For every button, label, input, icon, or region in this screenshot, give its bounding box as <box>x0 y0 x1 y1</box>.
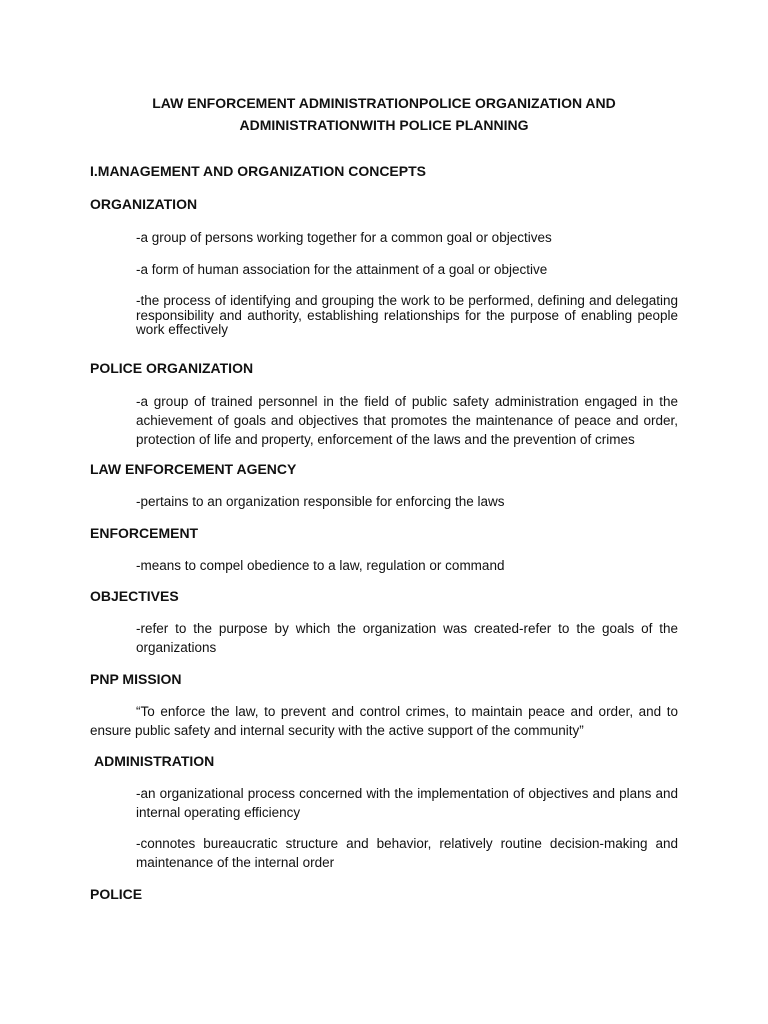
organization-definition-3: -the process of identifying and grouping the work to be performed, defining and delegating responsibility and authority, establishing relationships for the purpose of enabling people work effectively <box>136 293 678 337</box>
section-heading: I.MANAGEMENT AND ORGANIZATION CONCEPTS <box>90 163 426 179</box>
objectives-definition: -refer to the purpose by which the organization was created-refer to the goals of the organizations <box>136 621 678 655</box>
heading-pnp-mission: PNP MISSION <box>90 671 182 687</box>
heading-organization: ORGANIZATION <box>90 196 198 212</box>
heading-enforcement: ENFORCEMENT <box>90 525 199 541</box>
pnp-mission-text: “To enforce the law, to prevent and control crimes, to maintain peace and order, and to ensure public safety and internal security with the active support of the community” <box>90 704 678 738</box>
police-organization-definition: -a group of trained personnel in the field of public safety administration engaged in the achievement of goals and objectives that promotes the maintenance of peace and order, protection of life and property, enforcement of the laws and the prevention of crimes <box>136 394 678 447</box>
heading-law-enforcement-agency: LAW ENFORCEMENT AGENCY <box>90 461 297 477</box>
heading-administration: ADMINISTRATION <box>94 753 215 769</box>
document-title: LAW ENFORCEMENT ADMINISTRATIONPOLICE ORGANIZATION AND ADMINISTRATIONWITH POLICE PLANNING <box>152 95 616 133</box>
heading-objectives: OBJECTIVES <box>90 588 179 604</box>
organization-definition-1: -a group of persons working together for a common goal or objectives <box>136 230 552 245</box>
law-enforcement-agency-definition: -pertains to an organization responsible for enforcing the laws <box>136 494 505 509</box>
administration-definition-1: -an organizational process concerned with the implementation of objectives and plans and internal operating efficiency <box>136 786 678 820</box>
heading-police-organization: POLICE ORGANIZATION <box>90 360 254 376</box>
administration-definition-2: -connotes bureaucratic structure and behavior, relatively routine decision-making and maintenance of the internal order <box>136 836 678 870</box>
organization-definition-2: -a form of human association for the attainment of a goal or objective <box>136 262 548 277</box>
heading-police: POLICE <box>90 886 143 902</box>
enforcement-definition: -means to compel obedience to a law, regulation or command <box>136 558 505 573</box>
